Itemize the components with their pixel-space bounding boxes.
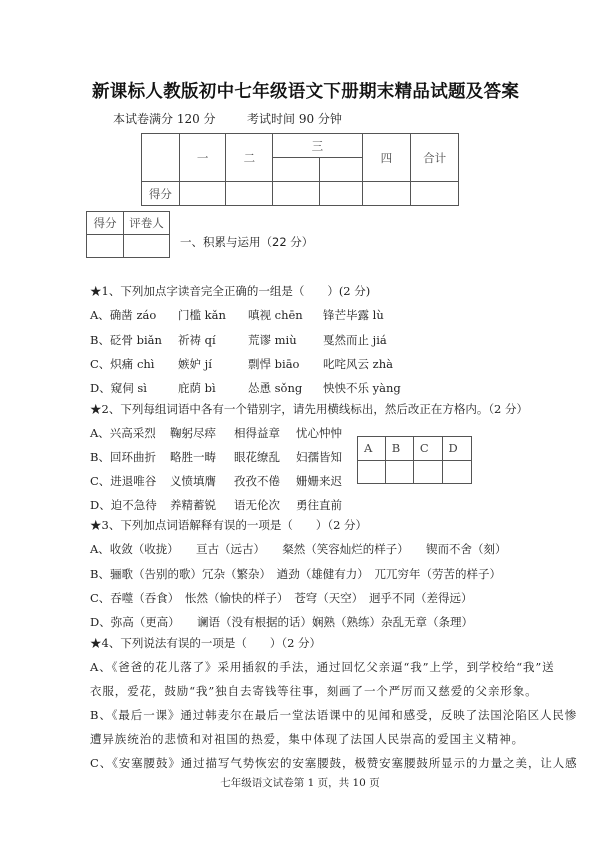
q4-option-a-cont: 衣服，爱花，鼓励“我”独自去寄钱等往事，刻画了一个严厉而又慈爱的父亲形象。	[90, 684, 538, 698]
q2-option-a-item: 相得益章	[234, 426, 280, 440]
grader-score-cell[interactable]	[87, 235, 124, 258]
q4-option-b: B、《最后一课》通过韩麦尔在最后一堂法语课中的见闻和感受，反映了法国沦陷区人民惨	[90, 708, 578, 722]
q1-option-c-item: 嫉妒 jí	[178, 357, 212, 371]
q2-option-b-item: 妇孺皆知	[296, 450, 342, 464]
col-1: 一	[179, 134, 226, 182]
grid-label-a: A	[358, 437, 386, 461]
q1-option-c-item: C、炽痛 chì	[90, 357, 155, 371]
grid-cell[interactable]	[358, 461, 386, 484]
q2-option-c-item: 孜孜不倦	[234, 474, 280, 488]
question-2-stem: ★2、下列每组词语中各有一个错别字，请先用横线标出，然后改正在方格内。（2 分）	[90, 402, 529, 416]
q2-option-d-item: D、迫不急待	[90, 498, 157, 512]
score-table	[141, 133, 459, 206]
q2-option-a-item: A、兴高采烈	[90, 426, 156, 440]
q1-option-a-item: 嗔视 chēn	[248, 308, 303, 322]
grid-label-d: D	[442, 437, 472, 461]
section-heading: 一、积累与运用（22 分）	[180, 235, 314, 249]
grid-label-b: B	[385, 437, 413, 461]
q4-option-a: A、《爸爸的花儿落了》采用插叙的手法，通过回忆父亲逼“我”上学，到学校给“我”送	[90, 660, 555, 674]
page-title: 新课标人教版初中七年级语文下册期末精品试题及答案	[92, 82, 520, 102]
q2-option-c-item: 义愤填膺	[170, 474, 216, 488]
q1-option-a-item: 门槛 kǎn	[178, 308, 226, 322]
q2-option-c-item: C、进退唯谷	[90, 474, 157, 488]
col-3: 三	[273, 134, 362, 158]
q1-option-c-item: 剽悍 biāo	[248, 357, 300, 371]
score-cell[interactable]	[362, 182, 411, 206]
q1-option-c-item: 叱咤风云 zhà	[323, 357, 393, 371]
grid-cell[interactable]	[413, 461, 442, 484]
grader-box	[86, 211, 170, 258]
q2-option-b-item: 眼花缭乱	[234, 450, 280, 464]
q3-option-a: A、收敛（收拢） 亘古（远古） 粲然（笑容灿烂的样子） 锲而不舍（刻）	[90, 542, 507, 556]
q1-option-b-item: B、砭骨 biǎn	[90, 333, 162, 347]
q2-option-b-item: B、回环曲折	[90, 450, 156, 464]
grid-label-c: C	[413, 437, 442, 461]
q1-option-b-item: 祈祷 qí	[178, 333, 216, 347]
q2-option-c-item: 姗姗来迟	[296, 474, 342, 488]
q4-option-b-cont: 遭异族统治的悲愤和对祖国的热爱，集中体现了法国人民崇高的爱国主义精神。	[90, 732, 524, 746]
score-cell[interactable]	[226, 182, 273, 206]
grader-cell[interactable]	[124, 235, 170, 258]
q4-option-c: C、《安塞腰鼓》通过描写气势恢宏的安塞腰鼓，极赞安塞腰鼓所显示的力量之美，让人感	[90, 756, 578, 770]
score-row-label: 得分	[142, 182, 180, 206]
q2-option-d-item: 养精蓄锐	[170, 498, 216, 512]
question-4-stem: ★4、下列说法有误的一项是（ ）（2 分）	[90, 636, 322, 650]
score-cell[interactable]	[179, 182, 226, 206]
col-4: 四	[362, 134, 411, 182]
grid-cell[interactable]	[385, 461, 413, 484]
score-cell[interactable]	[273, 182, 320, 206]
q1-option-d-item: 怏怏不乐 yàng	[323, 381, 401, 395]
q1-option-b-item: 荒谬 miù	[248, 333, 297, 347]
exam-time: 考试时间 90 分钟	[247, 112, 342, 126]
q2-option-d-item: 语无伦次	[234, 498, 280, 512]
score-cell[interactable]	[411, 182, 459, 206]
q1-option-d-item: 怂恿 sǒng	[248, 381, 303, 395]
q2-option-d-item: 勇往直前	[296, 498, 342, 512]
q1-option-d-item: 庇荫 bì	[178, 381, 216, 395]
col-total: 合计	[411, 134, 459, 182]
score-cell[interactable]	[319, 182, 362, 206]
q3-option-d: D、弥高（更高） 谰语（没有根据的话）娴熟（熟练）杂乱无章（条理）	[90, 615, 473, 629]
q2-option-a-item: 鞠躬尽瘁	[170, 426, 216, 440]
question-1-stem: ★1、下列加点字读音完全正确的一组是（ ）(2 分)	[90, 284, 371, 298]
q1-option-a-item: 锋芒毕露 lù	[323, 308, 384, 322]
grader-score-label: 得分	[87, 212, 124, 235]
q1-option-d-item: D、窥伺 sì	[90, 381, 147, 395]
grader-label: 评卷人	[124, 212, 170, 235]
q3-option-b: B、骊歌（告别的歌）冗杂（繁杂） 遒劲（雄健有力） 兀兀穷年（劳苦的样子）	[90, 567, 501, 581]
question-3-stem: ★3、下列加点词语解释有误的一项是（ ）（2 分）	[90, 518, 368, 532]
q3-option-c: C、吞噬（吞食） 怅然（愉快的样子） 苍穹（天空） 迥乎不同（差得远）	[90, 591, 473, 605]
q2-option-a-item: 忧心忡忡	[296, 426, 342, 440]
answer-grid	[357, 436, 472, 484]
q1-option-a-item: A、确凿 záo	[90, 308, 157, 322]
q2-option-b-item: 略胜一畴	[170, 450, 216, 464]
col-2: 二	[226, 134, 273, 182]
grid-cell[interactable]	[442, 461, 472, 484]
full-score: 本试卷满分 120 分	[113, 112, 216, 126]
page-footer: 七年级语文试卷第 1 页，共 10 页	[220, 777, 380, 789]
q1-option-b-item: 戛然而止 jiá	[323, 333, 387, 347]
